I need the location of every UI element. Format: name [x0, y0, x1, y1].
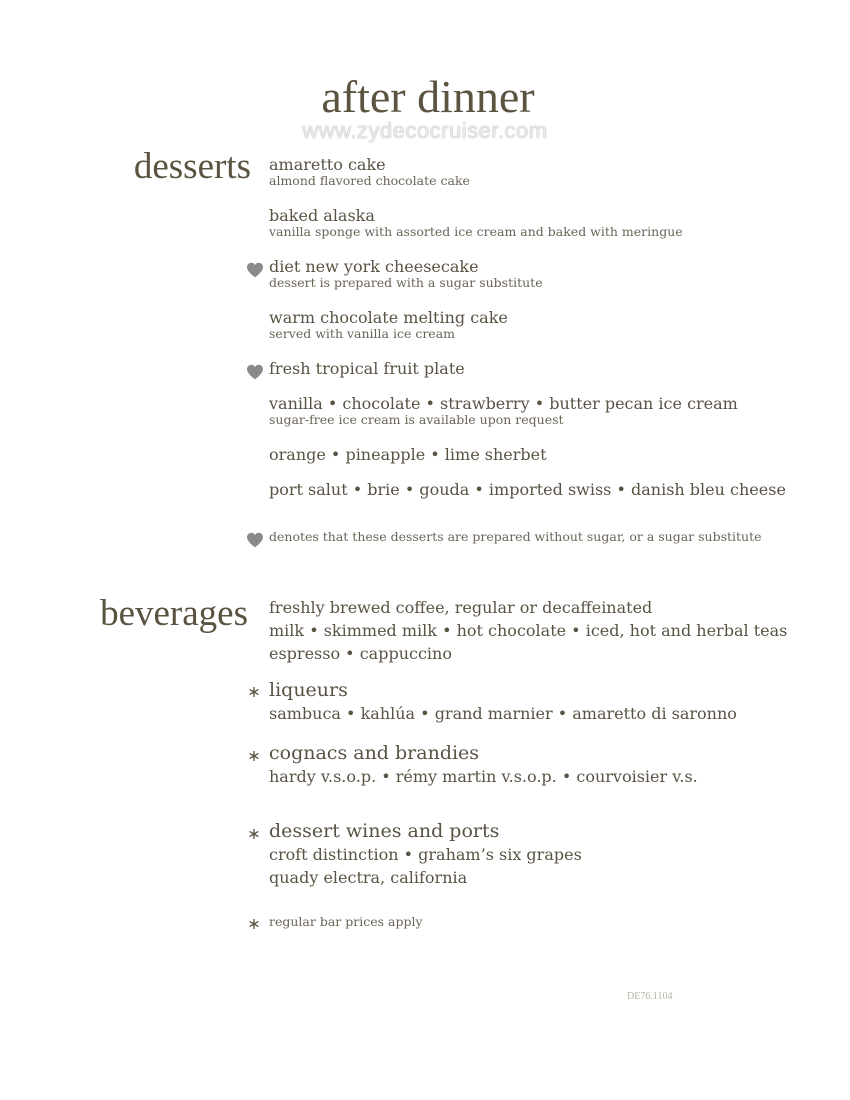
- dessert-item: [269, 155, 829, 188]
- dessert-name: amaretto cake: [269, 155, 386, 174]
- beverage-group-name: dessert wines and ports: [269, 820, 500, 842]
- beverage-line: sambuca • kahlúa • grand marnier • amaretto di saronno: [269, 704, 737, 723]
- dessert-name: diet new york cheesecake: [269, 257, 479, 276]
- dessert-name: fresh tropical fruit plate: [269, 359, 465, 378]
- dessert-desc: almond flavored chocolate cake: [269, 173, 470, 188]
- beverage-group-name: cognacs and brandies: [269, 742, 480, 764]
- beverage-line: freshly brewed coffee, regular or decaffeinated: [269, 598, 653, 617]
- dessert-item: [269, 257, 829, 290]
- dessert-item: [269, 359, 829, 379]
- asterisk-icon: ∗: [247, 824, 261, 843]
- dessert-item: [269, 480, 829, 500]
- dessert-desc: served with vanilla ice cream: [269, 326, 455, 341]
- dessert-desc: vanilla sponge with assorted ice cream and baked with meringue: [269, 224, 683, 239]
- dessert-desc: sugar-free ice cream is available upon request: [269, 412, 564, 427]
- heart-icon: [246, 262, 264, 278]
- beverage-group: [269, 819, 829, 889]
- dessert-name: vanilla • chocolate • strawberry • butter pecan ice cream: [269, 394, 738, 413]
- heart-icon: [246, 364, 264, 380]
- beverages-heading: beverages: [100, 593, 248, 634]
- dessert-name: orange • pineapple • lime sherbet: [269, 445, 547, 464]
- beverage-list: [269, 596, 829, 665]
- dessert-note: denotes that these desserts are prepared without sugar, or a sugar substitute: [269, 529, 762, 544]
- dessert-name: baked alaska: [269, 206, 375, 225]
- menu-title: after dinner: [321, 71, 535, 122]
- menu-code: DE76.1104: [627, 991, 673, 1002]
- dessert-item: [269, 445, 829, 465]
- beverage-line: milk • skimmed milk • hot chocolate • iced, hot and herbal teas: [269, 621, 788, 640]
- asterisk-icon: ∗: [247, 746, 261, 765]
- dessert-item: [269, 206, 829, 239]
- beverage-group: [269, 741, 829, 788]
- beverage-line: croft distinction • graham’s six grapes: [269, 845, 582, 864]
- desserts-heading: desserts: [133, 146, 251, 187]
- watermark: www.zydecocruiser.com: [302, 118, 548, 143]
- beverage-line: hardy v.s.o.p. • rémy martin v.s.o.p. • courvoisier v.s.: [269, 767, 698, 786]
- dessert-item: [269, 308, 829, 341]
- heart-icon: [246, 532, 264, 548]
- beverage-group: [269, 678, 829, 725]
- beverage-note: regular bar prices apply: [269, 914, 423, 929]
- dessert-item: [269, 394, 829, 427]
- beverage-line: espresso • cappuccino: [269, 644, 452, 663]
- asterisk-icon: ∗: [247, 914, 261, 933]
- beverage-line: quady electra, california: [269, 868, 468, 887]
- dessert-name: port salut • brie • gouda • imported swiss • danish bleu cheese: [269, 480, 786, 499]
- beverage-group-name: liqueurs: [269, 679, 348, 701]
- asterisk-icon: ∗: [247, 682, 261, 701]
- dessert-desc: dessert is prepared with a sugar substitute: [269, 275, 543, 290]
- dessert-name: warm chocolate melting cake: [269, 308, 508, 327]
